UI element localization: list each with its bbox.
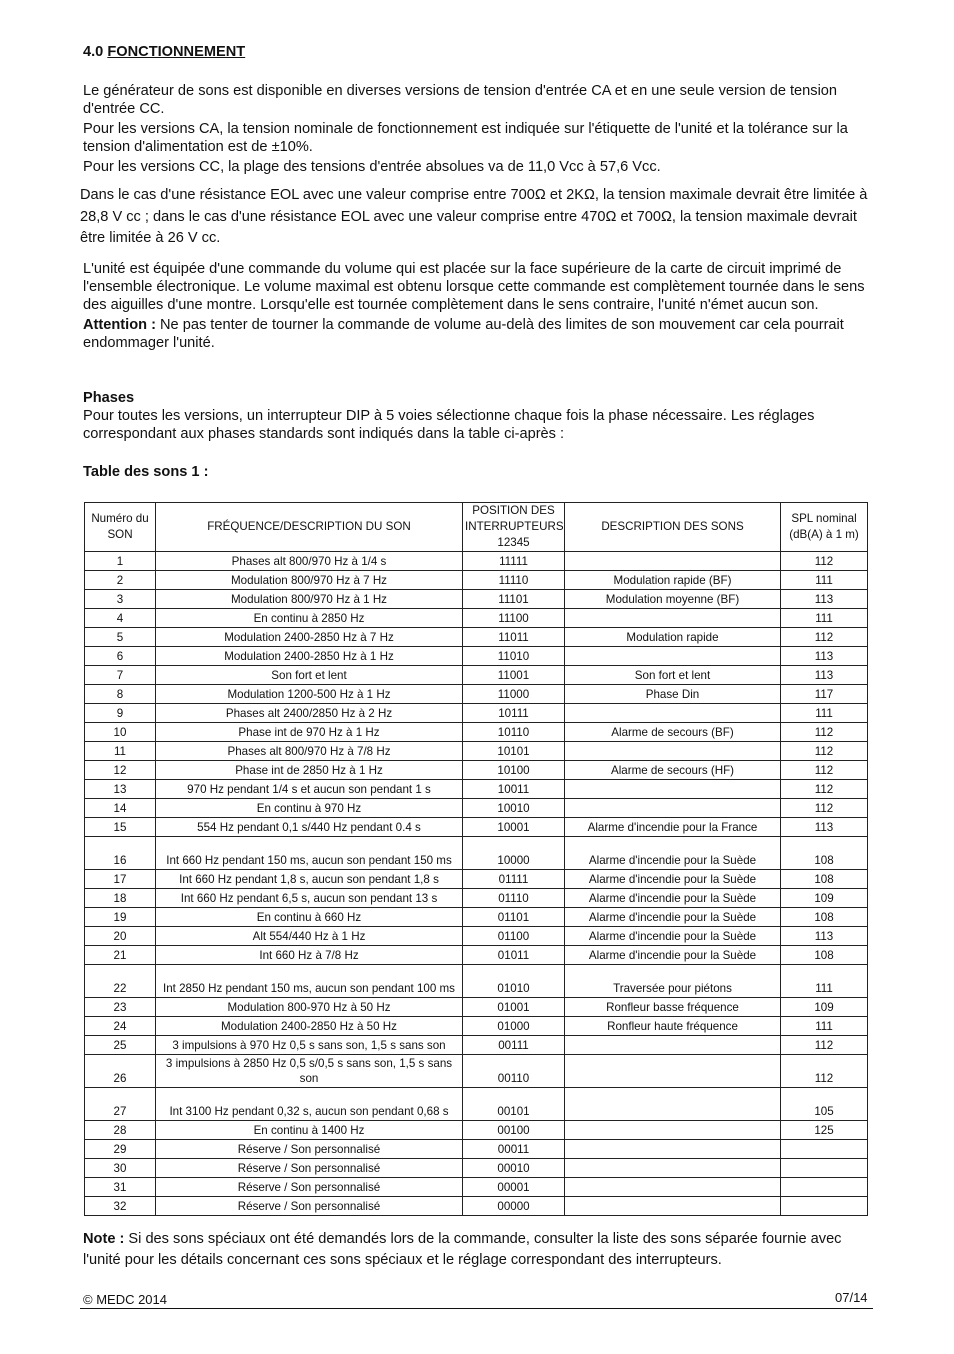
cell-number: 1 (85, 552, 156, 571)
cell-switch-position: 01111 (463, 870, 565, 889)
volume-paragraph: L'unité est équipée d'une commande du volume qui est placée sur la face supérieure de la carte de circuit imprimé de l'ensemble électronique. Le volume maximal est obtenu lorsque cette commande est complètement tournée dans le sens des aiguilles d'une montre. Lorsqu'elle est tournée complètement dans le sens contraire, l'unité n'émet aucun son. (83, 261, 865, 313)
cell-frequency: Int 660 Hz pendant 6,5 s, aucun son pendant 13 s (156, 889, 463, 908)
cell-sound-description (565, 1197, 781, 1216)
cell-switch-position: 01100 (463, 927, 565, 946)
cell-switch-position: 10111 (463, 704, 565, 723)
cell-frequency: Réserve / Son personnalisé (156, 1178, 463, 1197)
cell-sound-description: Ronfleur haute fréquence (565, 1017, 781, 1036)
cell-sound-description: Alarme de secours (HF) (565, 761, 781, 780)
table-row (85, 1036, 868, 1055)
cell-number: 15 (85, 818, 156, 837)
cell-switch-position: 00111 (463, 1036, 565, 1055)
phases-paragraph: Pour toutes les versions, un interrupteur DIP à 5 voies sélectionne chaque fois la phase nécessaire. Les réglages correspondant aux phases standards sont indiqués dans la table ci-après : (83, 408, 815, 442)
cell-switch-position: 00000 (463, 1197, 565, 1216)
cell-number: 23 (85, 998, 156, 1017)
sound-table (84, 502, 868, 1216)
cell-sound-description (565, 609, 781, 628)
cell-number: 13 (85, 780, 156, 799)
cell-number: 28 (85, 1121, 156, 1140)
cell-sound-description: Ronfleur basse fréquence (565, 998, 781, 1017)
cell-frequency: Modulation 1200-500 Hz à 1 Hz (156, 685, 463, 704)
cell-frequency: Son fort et lent (156, 666, 463, 685)
cell-frequency: 970 Hz pendant 1/4 s et aucun son pendant 1 s (156, 780, 463, 799)
cell-spl: 112 (781, 1036, 868, 1055)
cell-frequency: 3 impulsions à 2850 Hz 0,5 s/0,5 s sans son, 1,5 s sans son (156, 1055, 463, 1088)
table-row (85, 780, 868, 799)
cell-spl: 111 (781, 571, 868, 590)
cell-frequency: Réserve / Son personnalisé (156, 1197, 463, 1216)
cell-switch-position: 00010 (463, 1159, 565, 1178)
cell-number: 17 (85, 870, 156, 889)
footer-date: 07/14 (835, 1290, 868, 1305)
cell-spl: 111 (781, 965, 868, 998)
cell-spl: 112 (781, 780, 868, 799)
cell-spl: 113 (781, 666, 868, 685)
cell-sound-description: Alarme d'incendie pour la France (565, 818, 781, 837)
cell-spl: 111 (781, 704, 868, 723)
cell-number: 8 (85, 685, 156, 704)
cell-spl (781, 1159, 868, 1178)
cell-number: 3 (85, 590, 156, 609)
cell-frequency: Int 3100 Hz pendant 0,32 s, aucun son pendant 0,68 s (156, 1088, 463, 1121)
cell-switch-position: 10001 (463, 818, 565, 837)
cell-spl: 117 (781, 685, 868, 704)
cell-sound-description: Traversée pour piétons (565, 965, 781, 998)
table-row (85, 1017, 868, 1036)
cell-spl: 111 (781, 1017, 868, 1036)
note-label: Note : (83, 1231, 125, 1247)
volume-section (83, 260, 873, 352)
table-row (85, 870, 868, 889)
cell-switch-position: 01010 (463, 965, 565, 998)
cell-frequency: Phases alt 2400/2850 Hz à 2 Hz (156, 704, 463, 723)
cell-spl: 112 (781, 1055, 868, 1088)
header-frequency: FRÉQUENCE/DESCRIPTION DU SON (156, 503, 463, 552)
cell-spl: 112 (781, 552, 868, 571)
note-paragraph (83, 1229, 873, 1271)
cell-number: 6 (85, 647, 156, 666)
cell-spl: 109 (781, 998, 868, 1017)
cell-number: 10 (85, 723, 156, 742)
phases-section (83, 389, 873, 443)
section-title: FONCTIONNEMENT (107, 44, 246, 60)
table-row (85, 1088, 868, 1121)
table-row (85, 704, 868, 723)
eol-paragraph-block (80, 185, 870, 250)
cell-frequency: En continu à 660 Hz (156, 908, 463, 927)
table-row (85, 647, 868, 666)
table-row (85, 889, 868, 908)
intro-paragraph: Pour les versions CC, la plage des tensions d'entrée absolues va de 11,0 Vcc à 57,6 Vcc. (83, 159, 661, 175)
cell-number: 5 (85, 628, 156, 647)
cell-spl: 108 (781, 946, 868, 965)
cell-spl (781, 1197, 868, 1216)
eol-paragraph: Dans le cas d'une résistance EOL avec une valeur comprise entre 700Ω et 2KΩ, la tension maximale devrait être limitée à 28,8 V cc ; dans le cas d'une résistance EOL avec une valeur comprise entre 470Ω et 700Ω, la tension maximale devrait être limitée à 26 V cc. (80, 187, 868, 246)
cell-frequency: En continu à 2850 Hz (156, 609, 463, 628)
table-row (85, 609, 868, 628)
table-row (85, 1178, 868, 1197)
cell-number: 11 (85, 742, 156, 761)
cell-sound-description (565, 742, 781, 761)
table-row (85, 998, 868, 1017)
cell-frequency: Réserve / Son personnalisé (156, 1140, 463, 1159)
cell-sound-description (565, 704, 781, 723)
table-row (85, 946, 868, 965)
attention-label: Attention : (83, 317, 156, 333)
cell-spl: 113 (781, 590, 868, 609)
cell-spl: 109 (781, 889, 868, 908)
table-row (85, 927, 868, 946)
table-row (85, 1197, 868, 1216)
cell-sound-description (565, 1178, 781, 1197)
phases-title (83, 389, 873, 407)
table-row (85, 1055, 868, 1088)
cell-switch-position: 10100 (463, 761, 565, 780)
cell-spl: 113 (781, 647, 868, 666)
cell-switch-position: 11000 (463, 685, 565, 704)
cell-switch-position: 10110 (463, 723, 565, 742)
cell-frequency: Int 660 Hz à 7/8 Hz (156, 946, 463, 965)
cell-number: 30 (85, 1159, 156, 1178)
cell-number: 19 (85, 908, 156, 927)
cell-number: 9 (85, 704, 156, 723)
table-row (85, 799, 868, 818)
cell-frequency: Modulation 800/970 Hz à 1 Hz (156, 590, 463, 609)
cell-switch-position: 11010 (463, 647, 565, 666)
cell-spl: 112 (781, 742, 868, 761)
cell-number: 20 (85, 927, 156, 946)
cell-sound-description: Alarme d'incendie pour la Suède (565, 908, 781, 927)
cell-sound-description: Phase Din (565, 685, 781, 704)
table-row (85, 837, 868, 870)
table-row (85, 965, 868, 998)
cell-sound-description: Modulation rapide (BF) (565, 571, 781, 590)
cell-spl: 111 (781, 609, 868, 628)
table-row (85, 552, 868, 571)
table-row (85, 628, 868, 647)
cell-switch-position: 11101 (463, 590, 565, 609)
cell-spl: 112 (781, 628, 868, 647)
cell-spl: 108 (781, 908, 868, 927)
table-row (85, 818, 868, 837)
cell-spl (781, 1178, 868, 1197)
intro-paragraph: Le générateur de sons est disponible en diverses versions de tension d'entrée CA et en une seule version de tension d'entrée CC. (83, 83, 838, 117)
intro-paragraph: Pour les versions CA, la tension nominale de fonctionnement est indiquée sur l'étiquette de l'unité et la tolérance sur la tension d'alimentation est de ±10%. (83, 121, 848, 155)
cell-switch-position: 11110 (463, 571, 565, 590)
section-heading (83, 44, 245, 60)
cell-number: 12 (85, 761, 156, 780)
cell-frequency: Modulation 2400-2850 Hz à 50 Hz (156, 1017, 463, 1036)
cell-switch-position: 11011 (463, 628, 565, 647)
cell-sound-description: Alarme d'incendie pour la Suède (565, 837, 781, 870)
phases-title-text: Phases (83, 390, 135, 406)
cell-sound-description (565, 552, 781, 571)
cell-switch-position: 00101 (463, 1088, 565, 1121)
note-text: Si des sons spéciaux ont été demandés lors de la commande, consulter la liste des sons séparée fournie avec l'unité pour les détails concernant ces sons spéciaux et le réglage correspondant des interrupteurs. (83, 1231, 842, 1268)
header-sound-description: DESCRIPTION DES SONS (565, 503, 781, 552)
cell-frequency: Modulation 800-970 Hz à 50 Hz (156, 998, 463, 1017)
table-row (85, 1140, 868, 1159)
cell-frequency: En continu à 1400 Hz (156, 1121, 463, 1140)
table-row (85, 571, 868, 590)
cell-sound-description (565, 1121, 781, 1140)
cell-frequency: 3 impulsions à 970 Hz 0,5 s sans son, 1,5 s sans son (156, 1036, 463, 1055)
cell-switch-position: 11001 (463, 666, 565, 685)
cell-number: 21 (85, 946, 156, 965)
cell-number: 16 (85, 837, 156, 870)
table-row (85, 742, 868, 761)
table-row (85, 1121, 868, 1140)
cell-frequency: Modulation 2400-2850 Hz à 7 Hz (156, 628, 463, 647)
cell-frequency: 554 Hz pendant 0,1 s/440 Hz pendant 0.4 s (156, 818, 463, 837)
cell-switch-position: 01000 (463, 1017, 565, 1036)
intro-paragraphs (83, 82, 873, 178)
table-row (85, 761, 868, 780)
cell-spl: 105 (781, 1088, 868, 1121)
attention-text: Ne pas tenter de tourner la commande de volume au-delà des limites de son mouvement car cela pourrait endommager l'unité. (83, 317, 844, 351)
cell-switch-position: 11111 (463, 552, 565, 571)
header-spl: SPL nominal (dB(A) à 1 m) (781, 503, 868, 552)
cell-switch-position: 01101 (463, 908, 565, 927)
table-row (85, 666, 868, 685)
cell-number: 7 (85, 666, 156, 685)
cell-sound-description (565, 1159, 781, 1178)
cell-spl: 108 (781, 837, 868, 870)
cell-number: 26 (85, 1055, 156, 1088)
cell-switch-position: 10011 (463, 780, 565, 799)
cell-switch-position: 01011 (463, 946, 565, 965)
cell-frequency: Phases alt 800/970 Hz à 1/4 s (156, 552, 463, 571)
cell-sound-description: Modulation rapide (565, 628, 781, 647)
cell-number: 14 (85, 799, 156, 818)
table-row (85, 1159, 868, 1178)
cell-switch-position: 00011 (463, 1140, 565, 1159)
cell-sound-description: Alarme de secours (BF) (565, 723, 781, 742)
header-number: Numéro du SON (85, 503, 156, 552)
cell-number: 29 (85, 1140, 156, 1159)
cell-number: 22 (85, 965, 156, 998)
cell-frequency: Int 660 Hz pendant 1,8 s, aucun son pendant 1,8 s (156, 870, 463, 889)
cell-number: 24 (85, 1017, 156, 1036)
cell-spl: 108 (781, 870, 868, 889)
attention-paragraph (83, 316, 873, 352)
cell-sound-description (565, 1140, 781, 1159)
note-section (83, 1229, 873, 1271)
table-row (85, 685, 868, 704)
footer-copyright: © MEDC 2014 (83, 1292, 167, 1307)
cell-number: 2 (85, 571, 156, 590)
cell-number: 25 (85, 1036, 156, 1055)
cell-switch-position: 00100 (463, 1121, 565, 1140)
cell-frequency: Phases alt 800/970 Hz à 7/8 Hz (156, 742, 463, 761)
cell-spl: 125 (781, 1121, 868, 1140)
cell-frequency: Réserve / Son personnalisé (156, 1159, 463, 1178)
cell-switch-position: 10000 (463, 837, 565, 870)
cell-sound-description: Alarme d'incendie pour la Suède (565, 870, 781, 889)
cell-number: 32 (85, 1197, 156, 1216)
table-row (85, 908, 868, 927)
cell-frequency: En continu à 970 Hz (156, 799, 463, 818)
cell-switch-position: 10101 (463, 742, 565, 761)
cell-switch-position: 00110 (463, 1055, 565, 1088)
cell-spl: 112 (781, 761, 868, 780)
table-row (85, 723, 868, 742)
cell-switch-position: 01001 (463, 998, 565, 1017)
cell-sound-description (565, 1055, 781, 1088)
cell-spl: 113 (781, 927, 868, 946)
cell-frequency: Alt 554/440 Hz à 1 Hz (156, 927, 463, 946)
cell-frequency: Int 660 Hz pendant 150 ms, aucun son pendant 150 ms (156, 837, 463, 870)
cell-sound-description: Alarme d'incendie pour la Suède (565, 946, 781, 965)
cell-spl: 112 (781, 799, 868, 818)
cell-sound-description: Alarme d'incendie pour la Suède (565, 927, 781, 946)
section-number: 4.0 (83, 44, 108, 60)
footer-rule (80, 1308, 873, 1309)
cell-frequency: Phase int de 2850 Hz à 1 Hz (156, 761, 463, 780)
cell-spl: 113 (781, 818, 868, 837)
cell-number: 27 (85, 1088, 156, 1121)
cell-frequency: Modulation 2400-2850 Hz à 1 Hz (156, 647, 463, 666)
table-row (85, 590, 868, 609)
cell-sound-description: Modulation moyenne (BF) (565, 590, 781, 609)
table-title: Table des sons 1 : (83, 464, 209, 480)
cell-sound-description (565, 799, 781, 818)
cell-sound-description (565, 780, 781, 799)
table-body (85, 552, 868, 1216)
cell-sound-description: Son fort et lent (565, 666, 781, 685)
cell-number: 18 (85, 889, 156, 908)
cell-number: 31 (85, 1178, 156, 1197)
cell-sound-description (565, 1036, 781, 1055)
cell-switch-position: 01110 (463, 889, 565, 908)
header-switch-position: POSITION DES INTERRUPTEURS 12345 (463, 503, 565, 552)
cell-number: 4 (85, 609, 156, 628)
cell-sound-description (565, 1088, 781, 1121)
cell-sound-description: Alarme d'incendie pour la Suède (565, 889, 781, 908)
cell-switch-position: 11100 (463, 609, 565, 628)
cell-frequency: Int 2850 Hz pendant 150 ms, aucun son pendant 100 ms (156, 965, 463, 998)
cell-spl: 112 (781, 723, 868, 742)
cell-frequency: Modulation 800/970 Hz à 7 Hz (156, 571, 463, 590)
cell-sound-description (565, 647, 781, 666)
cell-spl (781, 1140, 868, 1159)
table-header-row (85, 503, 868, 552)
cell-frequency: Phase int de 970 Hz à 1 Hz (156, 723, 463, 742)
cell-switch-position: 10010 (463, 799, 565, 818)
cell-switch-position: 00001 (463, 1178, 565, 1197)
